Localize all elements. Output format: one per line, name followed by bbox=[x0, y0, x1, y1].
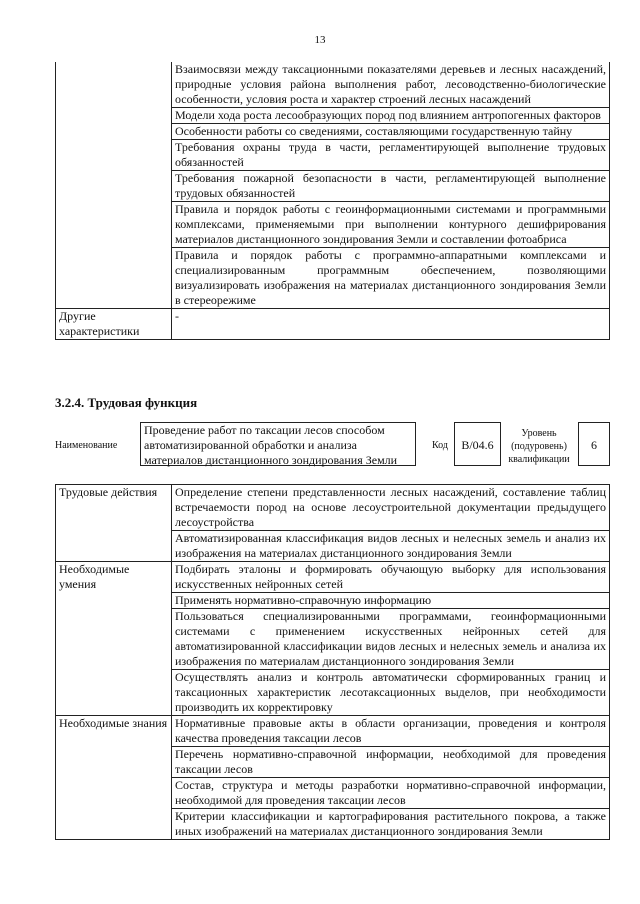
table-row bbox=[56, 62, 610, 108]
table-row bbox=[56, 309, 610, 340]
qualification-level-value: 6 bbox=[578, 422, 610, 466]
code-label: Код bbox=[432, 440, 448, 451]
other-characteristics-label: Другие характеристики bbox=[56, 309, 172, 340]
labor-function-table bbox=[55, 484, 610, 840]
knowledge-item: Правила и порядок работы с программно-аппаратными комплексами и специализированным программным обеспечением, позволяющими визуализировать изображения на материалах дистанционного зондирования Земли в стереорежиме bbox=[172, 248, 610, 309]
labor-action-item: Автоматизированная классификация видов лесных и нелесных земель и анализ их изображения на материалах дистанционного зондирования Земли bbox=[172, 531, 610, 562]
labor-action-item: Определение степени представленности лесных насаждений, составление таблиц встречаемости пород на основе лесоустроительной документации предыдущего лесоустройства bbox=[172, 485, 610, 531]
knowledge-item: Требования пожарной безопасности в части, регламентирующей выполнение трудовых обязанностей bbox=[172, 171, 610, 202]
knowledge-table-continued bbox=[55, 62, 610, 340]
knowledge-item: Правила и порядок работы с геоинформационными системами и программными комплексами, применяемыми при выполнении контурного дешифрирования материалов дистанционного зондирования Земли и составлении фотоабриса bbox=[172, 202, 610, 248]
knowledge-item: Состав, структура и методы разработки нормативно-справочной информации, необходимой для проведения таксации лесов bbox=[172, 778, 610, 809]
skills-label: Необходимые умения bbox=[56, 562, 172, 716]
code-value: B/04.6 bbox=[454, 422, 501, 466]
section-title: 3.2.4. Трудовая функция bbox=[55, 395, 198, 410]
function-name-value: Проведение работ по таксации лесов способом автоматизированной обработки и анализа материалов дистанционного зондирования Земли bbox=[140, 422, 416, 466]
knowledge-item: Требования охраны труда в части, регламентирующей выполнение трудовых обязанностей bbox=[172, 140, 610, 171]
knowledge-item: Модели хода роста лесообразующих пород под влиянием антропогенных факторов bbox=[172, 108, 610, 124]
page-number: 13 bbox=[314, 34, 326, 46]
table-row bbox=[56, 716, 610, 747]
skill-item: Пользоваться специализированными программами, геоинформационными системами с применением искусственных нейронных сетей для автоматизированной классификации видов лесных и нелесных земель и анализа их изображения по материалам дистанционного зондирования Земли bbox=[172, 609, 610, 670]
skill-item: Подбирать эталоны и формировать обучающую выборку для использования искусственных нейронных сетей bbox=[172, 562, 610, 593]
knowledge-item: Взаимосвязи между таксационными показателями деревьев и лесных насаждений, природные условия района выполнения работ, лесоводственно-биологические особенности, условия роста и характер строений лесных насаждений bbox=[172, 62, 610, 108]
qualification-level-label: Уровень (подуровень) квалификации bbox=[508, 428, 570, 465]
name-label: Наименование bbox=[55, 440, 118, 451]
skill-item: Осуществлять анализ и контроль автоматически сформированных границ и таксационных характеристик лесотаксационных выделов, при необходимости производить их корректировку bbox=[172, 670, 610, 716]
knowledge-item: Нормативные правовые акты в области организации, проведения и контроля качества проведения таксации лесов bbox=[172, 716, 610, 747]
other-characteristics-value: - bbox=[172, 309, 610, 340]
table-row bbox=[56, 485, 610, 531]
knowledge-label: Необходимые знания bbox=[56, 716, 172, 840]
empty-label-cell bbox=[56, 62, 172, 309]
labor-actions-label: Трудовые действия bbox=[56, 485, 172, 562]
knowledge-item: Особенности работы со сведениями, составляющими государственную тайну bbox=[172, 124, 610, 140]
knowledge-item: Перечень нормативно-справочной информации, необходимой для проведения таксации лесов bbox=[172, 747, 610, 778]
skill-item: Применять нормативно-справочную информацию bbox=[172, 593, 610, 609]
knowledge-item: Критерии классификации и картографирования растительного покрова, а также иных изображений на материалах дистанционного зондирования Земли bbox=[172, 809, 610, 840]
table-row bbox=[56, 562, 610, 593]
